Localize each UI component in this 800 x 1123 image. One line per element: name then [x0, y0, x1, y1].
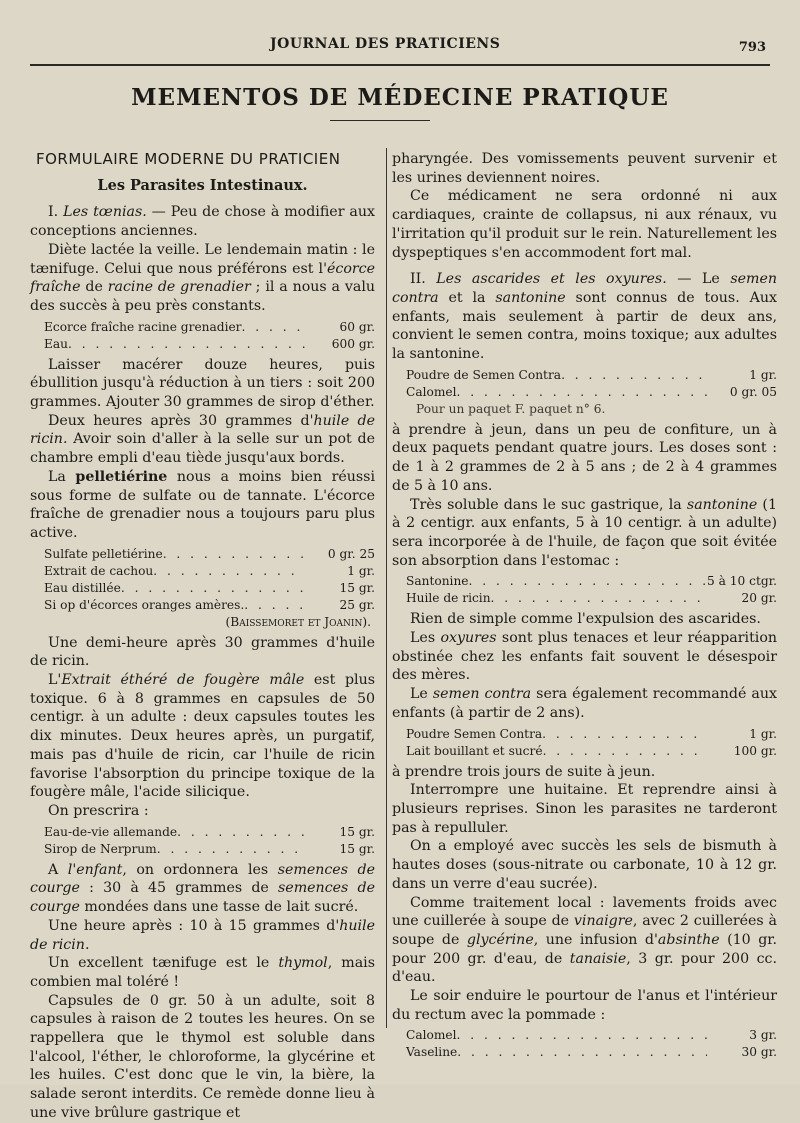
running-header — [0, 36, 800, 58]
paragraph: Deux heures après 30 grammes d'huile de ricin. Avoir soin d'aller à la selle sur un pot de chambre empli d'eau tiède jusqu'aux bords. — [30, 412, 376, 467]
left-column — [30, 150, 375, 1123]
paragraph: à prendre trois jours de suite à jeun. — [392, 763, 656, 780]
paragraph: On prescrira : — [48, 802, 149, 819]
prescription — [392, 367, 777, 418]
paragraph: Le soir enduire le pourtour de l'anus et l'intérieur du rectum avec la pommade : — [392, 988, 777, 1023]
prescription — [392, 726, 777, 760]
paragraph: I. Les tœnias. — Peu de chose à modifier aux conceptions anciennes. — [30, 204, 376, 240]
prescription-line: Lait bouillant et sucré . . . 100 gr. — [406, 743, 777, 760]
prescription-line: Ecorce fraîche racine grenadier . . . 60 gr. — [44, 319, 375, 336]
section-title: MEMENTOS DE MÉDECINE PRATIQUE — [131, 84, 669, 111]
paragraph: On a employé avec succès les sels de bismuth à hautes doses (sous-nitrate ou carbonate, 10 à 12 gr. dans un verre d'eau sucrée). — [392, 838, 777, 892]
paragraph: Une demi-heure après 30 grammes d'huile de ricin. — [30, 634, 375, 670]
prescription-line: Extrait de cachou . . . 1 gr. — [44, 563, 375, 580]
prescription — [392, 573, 777, 607]
prescription-line: Sirop de Nerprum . . . 15 gr. — [44, 841, 375, 858]
prescription-line: Calomel . . . 0 gr. 05 — [406, 384, 777, 401]
prescription — [392, 1027, 777, 1061]
page-number: 793 — [738, 40, 766, 55]
paragraph: pharyngée. Des vomissements peuvent survenir et les urines deviennent noires. — [392, 151, 777, 186]
prescription-line: Calomel . . . 3 gr. — [406, 1027, 777, 1044]
prescription-line: Si op d'écorces oranges amères. . . . 25 gr. — [44, 597, 375, 614]
prescription — [30, 546, 375, 631]
prescription-attribution: (Baissemoret et Joanin). — [225, 614, 371, 629]
paragraph: à prendre à jeun, dans un peu de confiture, un à deux paquets pendant quatre jours. Les doses sont : de 1 à 2 grammes de 2 à 5 ans ; de 2 à 4 grammes de 5 à 10 ans. — [392, 421, 777, 494]
paragraph: Un excellent tænifuge est le thymol, mais combien mal toléré ! — [30, 955, 375, 990]
formulary-heading: FORMULAIRE MODERNE DU PRATICIEN — [36, 150, 341, 168]
prescription-note: Pour un paquet F. paquet n° 6. — [416, 401, 606, 416]
prescription-line: Eau-de-vie allemande . . . 15 gr. — [44, 824, 375, 841]
paragraph: Capsules de 0 gr. 50 à un adulte, soit 8 capsules à raison de 2 toutes les heures. On se rappellera que le thymol est soluble dans l'alcool, l'éther, le chloroforme, la glycérine et les huiles. C'est donc que le vin, la bière, la salade seront interdits. Ce remède donne lieu à une vive brûlure gastrique et — [30, 992, 375, 1121]
paragraph: Une heure après : 10 à 15 grammes d'huile de ricin. — [30, 917, 375, 953]
prescription-line: Santonine . . . 5 à 10 ctgr. — [406, 573, 777, 590]
prescription-line: Poudre Semen Contra . . . 1 gr. — [406, 726, 777, 743]
paragraph: A l'enfant, on ordonnera les semences de courge : 30 à 45 grammes de semences de courge mondées dans une tasse de lait sucré. — [30, 861, 375, 916]
paragraph: Les oxyures sont plus tenaces et leur réapparition obstinée chez les enfants fait souvent le désespoir des mères. — [392, 630, 778, 684]
prescription-line: Huile de ricin . . . 20 gr. — [406, 590, 777, 607]
right-column — [392, 150, 777, 1064]
prescription-line: Sulfate pelletiérine . . . 0 gr. 25 — [44, 546, 375, 563]
paragraph: Comme traitement local : lavements froids avec une cuillerée à soupe de vinaigre, avec 2 cuillerées à soupe de glycérine, une infusion d'absinthe (10 gr. pour 200 gr. d'eau, de tanaisie, 3 gr. pour 200 cc. d'eau. — [392, 894, 778, 986]
paragraph: Rien de simple comme l'expulsion des ascarides. — [410, 611, 761, 628]
paragraph: La pelletiérine nous a moins bien réussi sous forme de sulfate ou de tannate. L'écorce fraîche de grenadier nous a toujours paru plus active. — [30, 468, 376, 541]
paragraph: Diète lactée la veille. Le lendemain matin : le tænifuge. Celui que nous préférons est l'écorce fraîche de racine de grenadier ; il a nous a valu des succès à peu près constants. — [30, 241, 375, 314]
paragraph: Ce médicament ne sera ordonné ni aux cardiaques, crainte de collapsus, ni aux rénaux, vu l'irritation qu'il produit sur le rein. Naturellement les dyspeptiques s'en accommodent fort mal. — [392, 188, 777, 261]
prescription-line: Eau . . . 600 gr. — [44, 336, 375, 353]
paragraph: Interrompre une huitaine. Et reprendre ainsi à plusieurs reprises. Sinon les parasites ne tarderont pas à repulluler. — [392, 782, 777, 836]
paragraph: Très soluble dans le suc gastrique, la santonine (1 à 2 centigr. aux enfants, 5 à 10 centigr. à un adulte) sera incorporée à de l'huile, de façon que soit évitée son absorption dans l'estomac : — [392, 496, 777, 569]
header-rule — [30, 64, 770, 66]
journal-title: JOURNAL DES PRATICIENS — [270, 36, 501, 52]
parasites-heading: Les Parasites Intestinaux. — [97, 176, 308, 194]
title-rule — [330, 120, 430, 121]
column-divider — [386, 148, 387, 1028]
prescription-line: Poudre de Semen Contra . . . 1 gr. — [406, 367, 777, 384]
paragraph: L'Extrait éthéré de fougère mâle est plus toxique. 6 à 8 grammes en capsules de 50 centigr. à un adulte : deux capsules toutes les dix minutes. Deux heures après, un purgatif, mais pas d'huile de ricin, car l'huile de ricin favorise l'absorption du principe toxique de la fougère mâle, l'acide silicique. — [30, 672, 375, 801]
paragraph: Le semen contra sera également recommandé aux enfants (à partir de 2 ans). — [392, 686, 778, 721]
prescription — [30, 319, 375, 353]
prescription — [30, 824, 375, 858]
prescription-line: Eau distillée . . . 15 gr. — [44, 580, 375, 597]
prescription-line: Vaseline . . . 30 gr. — [406, 1044, 777, 1061]
paragraph: Laisser macérer douze heures, puis ébullition jusqu'à réduction à un tiers : soit 200 grammes. Ajouter 30 grammes de sirop d'éther. — [30, 356, 375, 411]
paragraph: II. Les ascarides et les oxyures. — Le semen contra et la santonine sont connus de tous. Aux enfants, mais seulement à partir de deux ans, convient le semen contra, moins toxique; aux adultes la santonine. — [392, 271, 777, 363]
